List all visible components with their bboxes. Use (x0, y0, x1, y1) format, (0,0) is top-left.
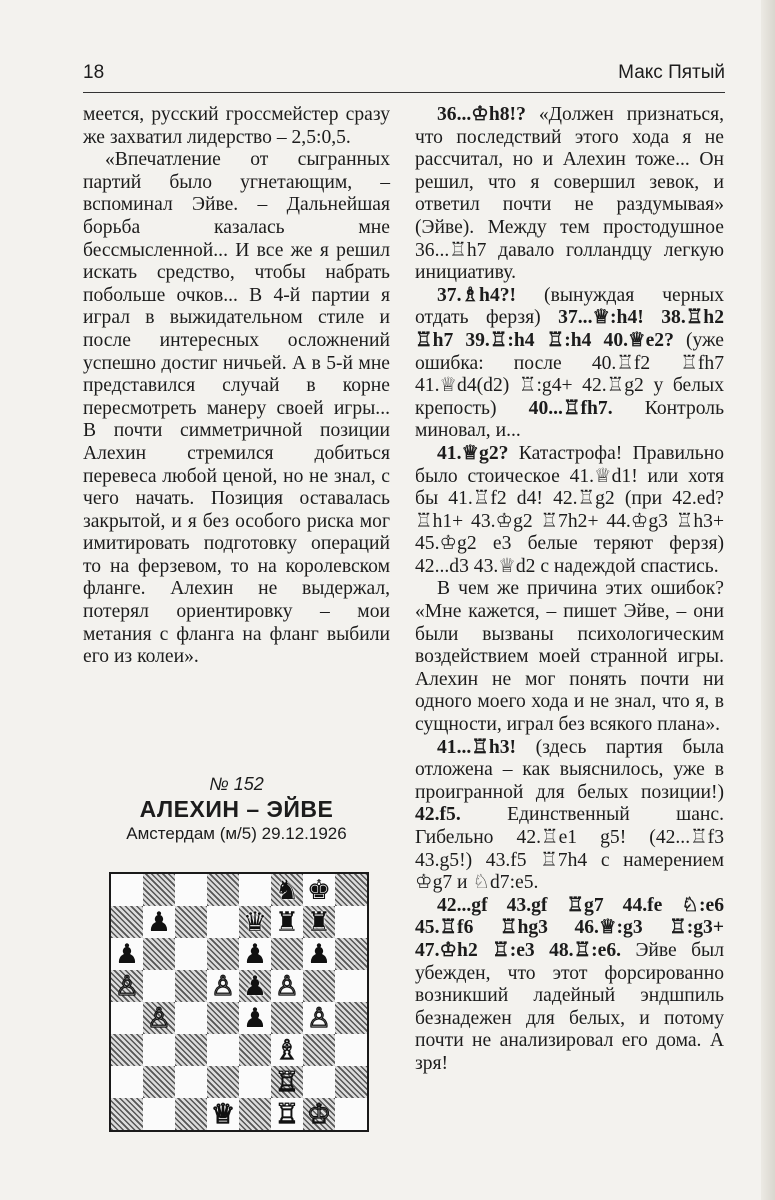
board-square (303, 938, 335, 970)
board-square (303, 970, 335, 1002)
board-square (175, 1066, 207, 1098)
paragraph (415, 104, 724, 285)
board-square (239, 1066, 271, 1098)
chess-piece: ♟ (242, 938, 268, 970)
board-square (271, 1002, 303, 1034)
board-square (143, 970, 175, 1002)
board-square (111, 1002, 143, 1034)
chess-piece: ♕ (210, 1098, 236, 1130)
chess-piece: ♙ (146, 1002, 172, 1034)
board-square (239, 1034, 271, 1066)
running-title: Макс Пятый (618, 62, 725, 83)
board-square (271, 1034, 303, 1066)
move-notation: 37...♕:h4! 38.♖h2 ♖h7 39.♖:h4 ♖:h4 40.♕e2? (415, 307, 724, 351)
board-square (175, 970, 207, 1002)
board-square (207, 1098, 239, 1130)
board-square (175, 906, 207, 938)
board-square (175, 1034, 207, 1066)
chess-piece: ♟ (242, 970, 268, 1002)
paragraph (415, 443, 724, 579)
chess-piece: ♗ (274, 1034, 300, 1066)
board-square (111, 1066, 143, 1098)
board-square (271, 1066, 303, 1098)
board-square (335, 906, 367, 938)
board-square (303, 1066, 335, 1098)
board-square (303, 874, 335, 906)
commentary: Контроль миновал, и... (415, 397, 725, 442)
board-square (111, 906, 143, 938)
board-square (303, 906, 335, 938)
commentary: «Должен признаться, что последствий этого хода я не рассчитал, но и Алехин тоже... Он решил, что я совершил зевок, и ответил почти не раздумывая» (Эйве). Между тем простодушное 36...♖h7 давало голландцу легкую инициативу. (415, 104, 724, 284)
paragraph (415, 285, 724, 443)
chess-piece: ♟ (306, 938, 332, 970)
commentary: (уже ошибка: после 40.♖f2 ♖fh7 41.♕d4(d2) ♖:g4+ 42.♖g2 у белых крепость) (415, 329, 724, 419)
board-square (207, 1066, 239, 1098)
game-event: Амстердам (м/5) 29.12.1926 (126, 824, 347, 843)
board-square (239, 1098, 271, 1130)
board-square (239, 938, 271, 970)
board-square (143, 1066, 175, 1098)
chess-piece: ♔ (306, 1098, 332, 1130)
chess-piece: ♙ (274, 970, 300, 1002)
board-square (143, 1002, 175, 1034)
running-header (83, 62, 725, 90)
board-square (175, 1002, 207, 1034)
page-edge-shadow (761, 0, 775, 1200)
board-square (111, 1098, 143, 1130)
chess-piece: ♟ (146, 906, 172, 938)
board-square (335, 1034, 367, 1066)
board-square (207, 1034, 239, 1066)
board-square (207, 970, 239, 1002)
commentary: (вынуждая черных отдать ферзя) (415, 284, 724, 329)
paragraph (415, 895, 724, 1076)
commentary: Эйве был убежден, что этот форсированно возникший ладейный эндшпиль безнадежен для белых, и потому почти не анализировал его дома. А зря! (415, 939, 725, 1074)
board-square (271, 938, 303, 970)
chess-piece: ♜ (274, 906, 300, 938)
paragraph: меется, русский гроссмейстер сразу же захватил лидерство – 2,5:0,5. (83, 104, 390, 148)
board-square (111, 970, 143, 1002)
board-square (335, 1002, 367, 1034)
header-rule (83, 92, 725, 93)
commentary: Катастрофа! Правильно было стоическое 41.♕d1! или хотя бы 41.♖f2 d4! 42.♖g2 (при 42.ed? ♖h1+ 43.♔g2 ♖7h2+ 44.♔g3 ♖h3+ 45.♔g2 e3 белые теряют ферзя) 42...d3 43.♕d2 с надеждой спастись. (415, 442, 724, 577)
game-players: АЛЕХИН – ЭЙВЕ (139, 796, 334, 822)
chess-piece: ♟ (242, 1002, 268, 1034)
board-square (271, 1098, 303, 1130)
board-square (207, 938, 239, 970)
board-square (207, 874, 239, 906)
board-square (143, 938, 175, 970)
board-square (271, 970, 303, 1002)
board-square (335, 1066, 367, 1098)
board-square (239, 874, 271, 906)
right-column (415, 104, 724, 1076)
chess-piece: ♚ (306, 874, 332, 906)
board-square (175, 1098, 207, 1130)
chess-board-diagram (109, 872, 369, 1132)
board-square (143, 874, 175, 906)
board-square (271, 906, 303, 938)
chess-piece: ♜ (306, 906, 332, 938)
chess-piece: ♙ (114, 970, 140, 1002)
board-square (143, 1034, 175, 1066)
board-square (111, 874, 143, 906)
move-notation: 36...♔h8!? (437, 104, 526, 125)
move-notation: 42.f5. (415, 804, 461, 826)
move-notation: 37.♗h4?! (437, 284, 517, 306)
chess-piece: ♖ (274, 1098, 300, 1130)
game-number: № 152 (209, 774, 264, 794)
board-square (335, 874, 367, 906)
board-square (239, 1002, 271, 1034)
paragraph (415, 737, 724, 895)
paragraph: «Впечатление от сыгранных партий было угнетающим, – вспоминал Эйве. – Дальнейшая борьба казалась мне бессмысленной... И все же я решил искать средство, чтобы набрать побольше очков... В 4-й партии я играл в выжидательном стиле и после интересных осложнений успешно достиг ничьей. А в 5-й мне представился случай в корне пересмотреть манеру своей игры... В почти симметричной позиции Алехин стремился добиться перевеса любой ценой, но не знал, с чего начать. Позиция оставалась закрытой, и я без особого риска мог имитировать подготовку операций то на ферзевом, то на королевском фланге. Алехин не выдержал, потерял ориентировку – мои метания с фланга на фланг выбили его из колеи». (83, 149, 390, 668)
board-square (207, 906, 239, 938)
board-square (239, 970, 271, 1002)
board-square (143, 906, 175, 938)
board-square (111, 938, 143, 970)
move-notation: 41.♕g2? (437, 442, 509, 464)
chess-piece: ♟ (114, 938, 140, 970)
paragraph: В чем же причина этих ошибок? «Мне кажется, – пишет Эйве, – они были вызваны психологическим воздействием моей странной игры. Алехин не мог понять почти ни одного моего хода и не знал, что я, в сущности, играл без всякого плана». (415, 578, 724, 736)
board-square (207, 1002, 239, 1034)
page-number: 18 (83, 62, 105, 83)
chess-piece: ♙ (210, 970, 236, 1002)
board-square (335, 1098, 367, 1130)
left-column (83, 104, 390, 669)
move-notation: 42...gf 43.gf ♖g7 44.fe ♘:e6 45.♖f6 ♖hg3 46.♕:g3 ♖:g3+ 47.♔h2 ♖:e3 48.♖:e6. (415, 894, 724, 961)
board-square (303, 1098, 335, 1130)
board-square (175, 938, 207, 970)
commentary: Единственный шанс. Гибельно 42.♖e1 g5! (42...♖f3 43.g5!) 43.f5 ♖7h4 с намерением ♔g7 и ♘d7:e5. (415, 804, 724, 894)
chess-piece: ♛ (242, 906, 268, 938)
board-square (335, 970, 367, 1002)
board-square (175, 874, 207, 906)
board-square (335, 938, 367, 970)
chess-piece: ♞ (274, 874, 300, 906)
game-header (83, 773, 390, 845)
chess-piece: ♖ (274, 1066, 300, 1098)
move-notation: 41...♖h3! (437, 736, 517, 758)
chess-piece: ♙ (306, 1002, 332, 1034)
move-notation: 40...♖fh7. (528, 397, 613, 419)
board-square (271, 874, 303, 906)
commentary: (здесь партия была отложена – как выяснилось, уже в проигранной для белых позиции!) (415, 736, 724, 803)
board-square (111, 1034, 143, 1066)
board-square (303, 1034, 335, 1066)
board-square (143, 1098, 175, 1130)
board-square (239, 906, 271, 938)
board-square (303, 1002, 335, 1034)
